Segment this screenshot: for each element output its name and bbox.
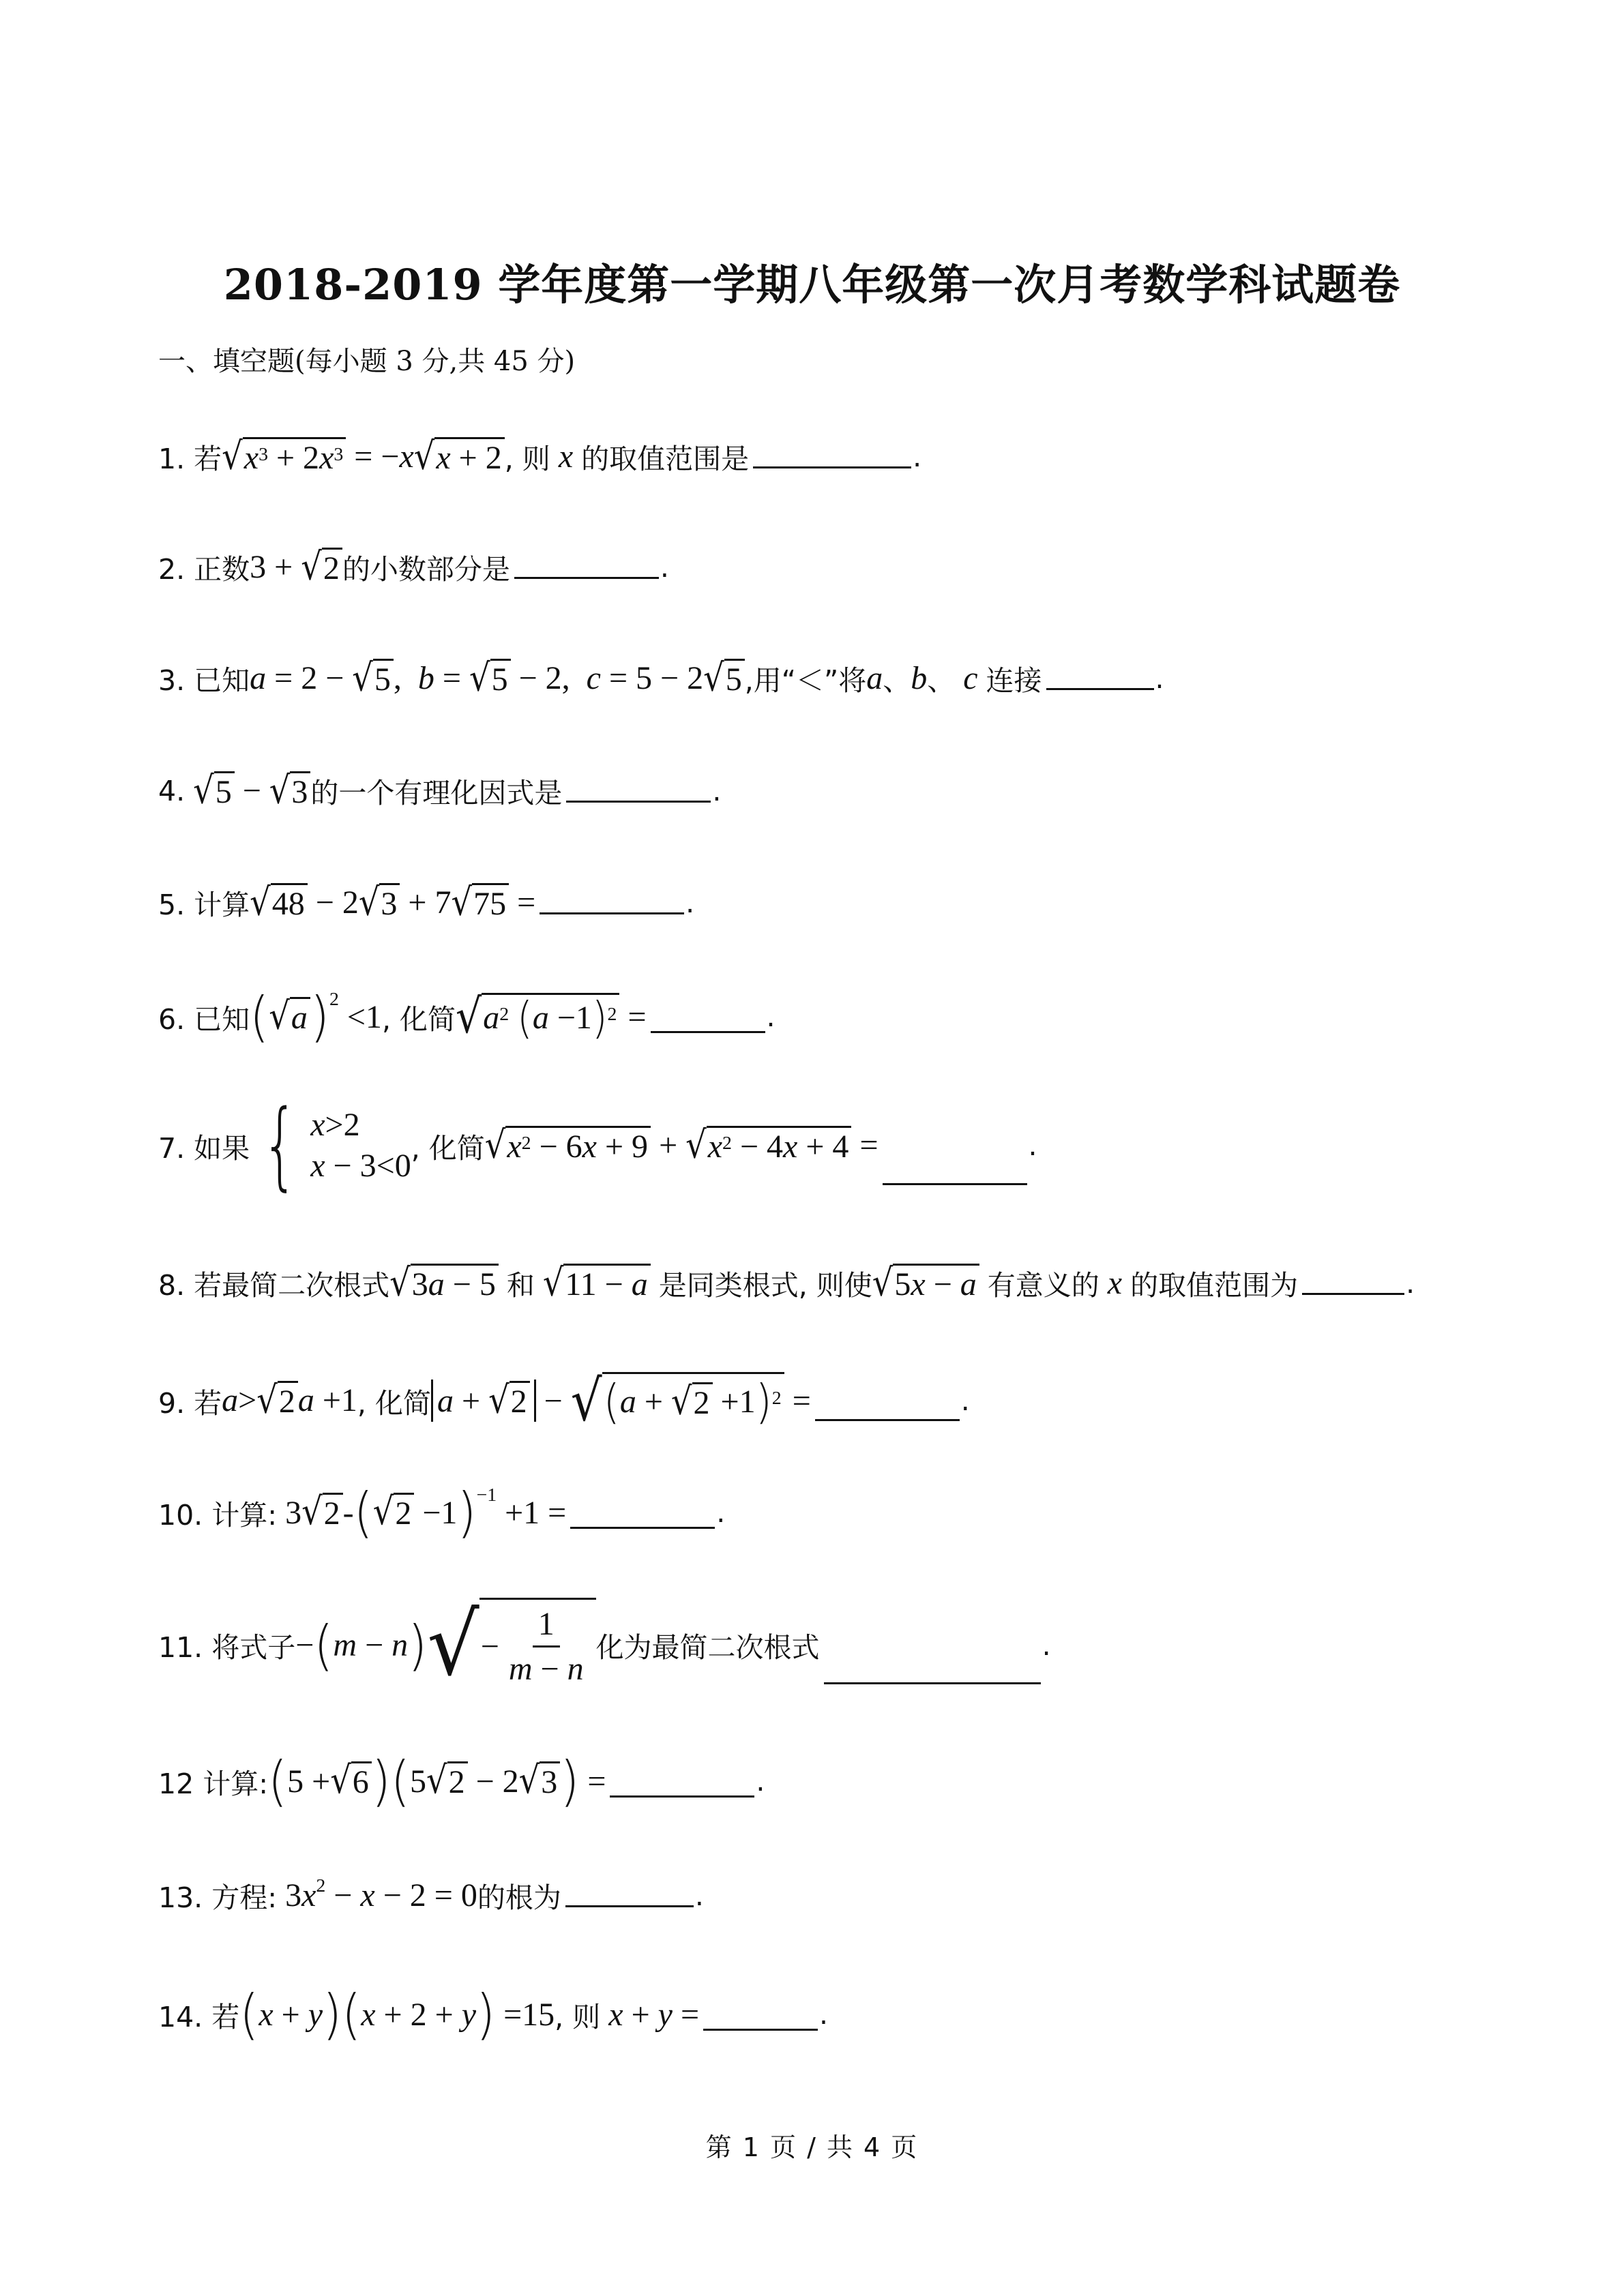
- question-10: 10. 计算: 3 √ 2 - ( √ 2 −1 ) $^{-1}$ +1 = .: [158, 1480, 726, 1545]
- question-13: 13. 方程: $3x^2 - x - 2 = 0$ 的根为 .: [158, 1875, 704, 1914]
- answer-blank[interactable]: [883, 1183, 1027, 1185]
- answer-blank[interactable]: [1046, 688, 1154, 690]
- formula: $3x^2 - x - 2 = 0$: [277, 1875, 477, 1913]
- formula: 3 √ 2 - ( √ 2 −1 ) $^{-1}$ +1 =: [277, 1480, 567, 1545]
- formula: ( √ a ) $^2$ <1: [250, 985, 382, 1049]
- question-1: 1. 若 √ x $^3$ + 2 x $^3$ = −x √ x + 2 , 则 x 的取值范围是 .: [158, 434, 922, 478]
- answer-blank[interactable]: [540, 912, 684, 914]
- question-5: 5. 计算 √ 48 − 2 √ 3 + 7 √ 75 = .: [158, 880, 695, 924]
- formula: a + √ 2 − √ ( a + √ 2 +1 ) $^2$ =: [431, 1372, 811, 1429]
- formula: √ 11 − a: [535, 1264, 659, 1303]
- answer-blank[interactable]: [514, 577, 659, 579]
- question-3: 3. 已知 a = 2 − √ 5 , b = √ 5 − 2, c = 5 − 2 √ 5 ,用“＜”将 a 、 b 、 c 连接 .: [158, 655, 1164, 700]
- question-14: 14. 若 ( x + y ) ( x + 2 + y ) =15 , 则 x + y = .: [158, 1982, 829, 2046]
- formula: √ 48 − 2 √ 3 + 7 √ 75 =: [250, 880, 536, 924]
- formula: a = 2 − √ 5 , b = √ 5 − 2, c = 5 − 2 √ 5: [250, 659, 745, 698]
- formula: √ 5 x − a: [872, 1264, 988, 1303]
- formula: √ x $^3$ + 2 x $^3$ = −x √ x + 2: [222, 437, 505, 477]
- formula: 3 + √ 2: [250, 548, 342, 587]
- answer-blank[interactable]: [1302, 1293, 1404, 1295]
- question-8: 8. 若最简二次根式 √ 3 a − 5 和 √ 11 − a 是同类根式, 则使 √ 5 x − a 有意义的 x 的取值范围为 .: [158, 1260, 1415, 1304]
- answer-blank[interactable]: [610, 1795, 754, 1798]
- formula: ( 5 + √ 6 ) ( 5 √ 2 − 2 √ 3 ) =: [268, 1749, 606, 1813]
- page-footer: 第 1 页 / 共 4 页: [705, 2132, 919, 2162]
- inequality-system: { x>2 x − 3<0: [261, 1090, 411, 1201]
- formula: √ a $^2$ ( a −1 ) $^2$ =: [456, 989, 647, 1045]
- page-title: 2018-2019 学年度第一学期八年级第一次月考数学科试题卷: [223, 260, 1401, 310]
- section-heading: 一、填空题(每小题 3 分,共 45 分): [158, 346, 576, 377]
- formula: √ 3 a − 5: [389, 1264, 507, 1303]
- answer-blank[interactable]: [703, 2029, 818, 2031]
- question-12: 12 计算: ( 5 + √ 6 ) ( 5 √ 2 − 2 √ 3 ) = .: [158, 1749, 765, 1813]
- question-2: 2. 正数 3 + √ 2 的小数部分是 .: [158, 544, 669, 588]
- formula: ( x + y ) ( x + 2 + y ) =15: [239, 1982, 555, 2046]
- answer-blank[interactable]: [651, 1031, 765, 1033]
- question-11: 11. 将式子 − ( m − n ) √ − $\frac{1}{m - n}$ 化为最简二次根式 .: [158, 1595, 1051, 1695]
- question-4: 4. √ 5 − √ 3 的一个有理化因式是 .: [158, 768, 722, 812]
- formula: a> √ 2 a +1: [222, 1377, 357, 1422]
- formula: − ( m − n ) √ − $\frac{1}{m - n}$: [295, 1598, 595, 1693]
- formula: x + y =: [608, 1996, 700, 2033]
- formula: √ 5 − √ 3: [185, 771, 310, 811]
- answer-blank[interactable]: [570, 1527, 715, 1529]
- question-7: 7. 如果 { x>2 x − 3<0 , 化简 √ x $^2$ − 6 x + 9 + √ x $^2$ − 4 x + 4 = .: [158, 1090, 1037, 1201]
- answer-blank[interactable]: [566, 801, 711, 803]
- answer-blank[interactable]: [824, 1682, 1041, 1684]
- answer-blank[interactable]: [753, 466, 911, 468]
- question-6: 6. 已知 ( √ a ) $^2$ <1 , 化简 √ a $^2$ ( a −1 ) $^2$ = .: [158, 985, 776, 1049]
- answer-blank[interactable]: [815, 1419, 960, 1421]
- formula: √ x $^2$ − 6 x + 9 + √ x $^2$ − 4 x + 4 =: [484, 1122, 879, 1167]
- question-9: 9. 若 a> √ 2 a +1 , 化简 a + √ 2 − √ ( a + √ 2 +1 ) $^2$ = .: [158, 1367, 970, 1434]
- answer-blank[interactable]: [565, 1905, 694, 1907]
